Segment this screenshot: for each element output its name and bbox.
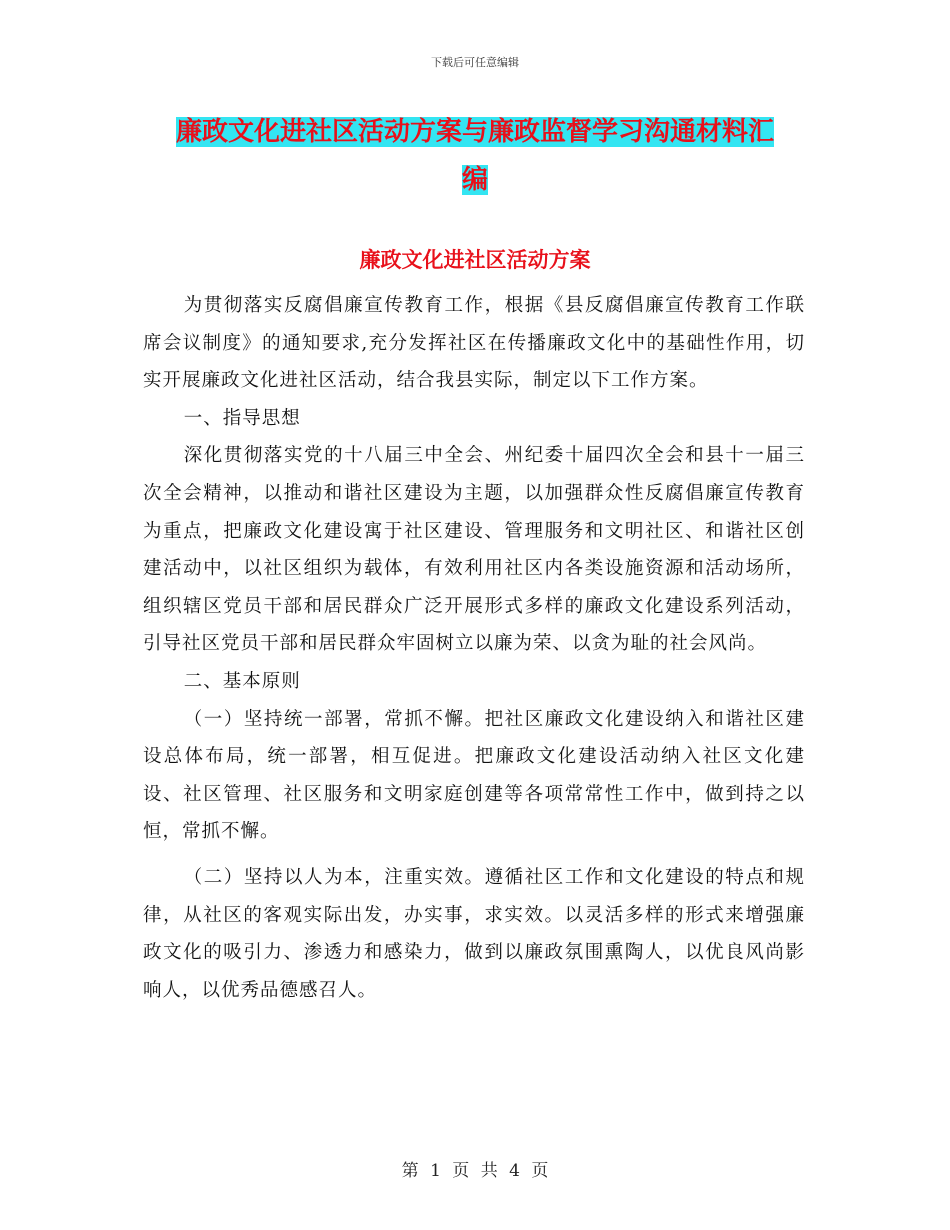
paragraph-principle-1: （一）坚持统一部署，常抓不懈。把社区廉政文化建设纳入和谐社区建设总体布局，统一部署，相互促进。把廉政文化建设活动纳入社区文化建设、社区管理、社区服务和文明家庭创建等各项常常性工作中，做到持之以恒，常抓不懈。 bbox=[143, 708, 805, 843]
header-note: 下载后可任意编辑 bbox=[431, 56, 519, 69]
page-footer: 第 1 页 共 4 页 bbox=[401, 1161, 549, 1181]
paragraph-principle-2: （二）坚持以人为本，注重实效。遵循社区工作和文化建设的特点和规律，从社区的客观实际出发，办实事，求实效。以灵活多样的形式来增强廉政文化的吸引力、渗透力和感染力，做到以廉政氛围熏陶人，以优良风尚影响人，以优秀品德感召人。 bbox=[143, 866, 805, 1001]
heading-guiding-ideology: 一、指导思想 bbox=[183, 407, 301, 429]
title-line-1: 廉政文化进社区活动方案与廉政监督学习沟通材料汇 bbox=[175, 117, 774, 147]
document-title bbox=[140, 108, 810, 204]
paragraph-guiding-ideology: 深化贯彻落实党的十八届三中全会、州纪委十届四次全会和县十一届三次全会精神，以推动和谐社区建设为主题，以加强群众性反腐倡廉宣传教育为重点，把廉政文化建设寓于社区建设、管理服务和文明社区、和谐社区创建活动中，以社区组织为载体，有效利用社区内各类设施资源和活动场所，组织辖区党员干部和居民群众广泛开展形式多样的廉政文化建设系列活动，引导社区党员干部和居民群众牢固树立以廉为荣、以贪为耻的社会风尚。 bbox=[143, 445, 805, 655]
section-title: 廉政文化进社区活动方案 bbox=[359, 248, 591, 272]
paragraph-intro: 为贯彻落实反腐倡廉宣传教育工作，根据《县反腐倡廉宣传教育工作联席会议制度》的通知要求,充分发挥社区在传播廉政文化中的基础性作用，切实开展廉政文化进社区活动，结合我县实际，制定以下工作方案。 bbox=[143, 295, 805, 392]
document-body bbox=[143, 287, 805, 1009]
title-line-2: 编 bbox=[461, 165, 488, 195]
heading-basic-principles: 二、基本原则 bbox=[183, 670, 301, 692]
